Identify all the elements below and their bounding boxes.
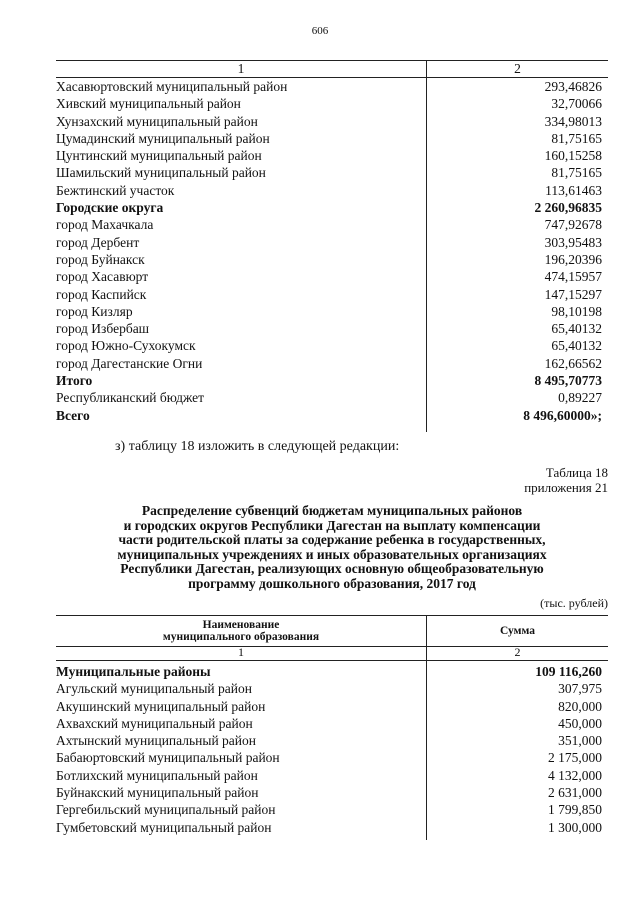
row-value: 8 495,70773 [534,373,602,389]
row-value: 450,000 [558,715,602,731]
row-value: 293,46826 [544,79,602,94]
table-row [56,251,608,268]
table-row [56,303,608,320]
title-line: и городских округов Республики Дагестан на выплату компенсации [123,517,541,533]
title-line: части родительской платы за содержание ребенка в государственных, [118,532,546,547]
row-name: город Избербаш [56,321,150,337]
table-continued [56,60,608,424]
row-name: Гумбетовский муниципальный район [56,819,272,835]
row-value: 2 631,000 [548,785,602,801]
table2-column-numbers [56,645,608,661]
table-title [56,504,608,591]
title-line: программу дошкольного образования, 2017 год [188,575,476,591]
row-name: город Дагестанские Огни [56,355,203,371]
row-name: город Каспийск [56,286,147,302]
row-name: Муниципальные районы [56,664,211,679]
table-row [56,372,608,389]
table-row [56,216,608,233]
table-number: Таблица 18 [545,465,608,480]
table-row [56,199,608,216]
row-value: 160,15258 [544,148,602,164]
column-2-number: 2 [514,61,521,76]
table-row [56,234,608,251]
column-1-number: 1 [56,645,427,660]
name-header-line: Наименование [202,619,280,631]
page-number: 606 [311,25,329,37]
row-name: Цунтинский муниципальный район [56,148,262,164]
table2 [56,663,608,836]
table2-body [56,663,608,836]
table-row [56,286,608,303]
row-value: 196,20396 [544,251,602,267]
row-name: Буйнакский муниципальный район [56,785,259,801]
row-value: 147,15297 [544,286,602,302]
row-value: 8 496,60000»; [523,407,602,423]
row-name: Акушинский муниципальный район [56,698,266,714]
table-row [56,389,608,406]
row-name: город Хасавюрт [56,269,149,285]
row-name: Городские округа [56,200,164,216]
amendment-paragraph: з) таблицу 18 изложить в следующей редакции: [115,439,400,454]
table-row [56,819,608,836]
row-name: Всего [56,407,90,423]
row-value: 81,75165 [551,165,602,181]
table-row [56,663,608,680]
row-name: Шамильский муниципальный район [56,165,266,181]
row-value: 303,95483 [544,234,602,250]
row-name: Хивский муниципальный район [56,96,241,112]
row-value: 98,10198 [551,303,602,319]
row-name: Цумадинский муниципальный район [56,130,270,146]
row-name: город Буйнакск [56,251,145,267]
row-value: 65,40132 [551,338,602,354]
row-name: Ахтынский муниципальный район [56,733,256,749]
table-body [56,78,608,424]
table-row [56,113,608,130]
title-line: Распределение субвенций бюджетам муниципальных районов [141,503,523,518]
table-row [56,732,608,749]
table2-header [56,615,608,647]
row-value: 2 260,96835 [534,200,602,216]
title-line: муниципальных учреждениях и иных образовательных организациях [117,546,547,562]
table-appendix: приложения 21 [524,480,608,495]
row-value: 113,61463 [545,182,602,198]
table-row [56,182,608,199]
column-2-number: 2 [514,645,521,659]
row-name: город Махачкала [56,217,154,233]
table-row [56,78,608,95]
table-row [56,164,608,181]
table-row [56,95,608,112]
table-row [56,767,608,784]
row-name: Ахвахский муниципальный район [56,715,253,731]
row-name: город Южно-Сухокумск [56,338,196,354]
row-value: 81,75165 [551,130,602,146]
table-row [56,698,608,715]
row-value: 2 175,000 [548,750,602,766]
row-value: 4 132,000 [548,767,602,783]
row-value: 109 116,260 [535,664,602,679]
row-value: 351,000 [558,733,602,749]
row-name: Бабаюртовский муниципальный район [56,750,280,766]
name-header-line: муниципального образования [162,631,320,643]
row-name: Агульский муниципальный район [56,681,252,697]
row-value: 334,98013 [544,113,602,129]
row-value: 747,92678 [544,217,602,233]
table-row [56,320,608,337]
row-value: 1 799,850 [548,802,602,818]
column-1-number: 1 [56,61,427,77]
row-name: Итого [56,373,93,389]
sum-column-header: Сумма [500,625,535,637]
table-row [56,147,608,164]
row-name: Бежтинский участок [56,182,175,198]
table-header [56,60,608,78]
table-row [56,268,608,285]
row-name: Хунзахский муниципальный район [56,113,258,129]
row-value: 0,89227 [558,390,602,406]
table-row [56,784,608,801]
row-name: город Дербент [56,234,140,250]
table-row [56,680,608,697]
row-name: Ботлихский муниципальный район [56,767,258,783]
row-name: Гергебильский муниципальный район [56,802,276,818]
table-label [524,465,608,495]
row-value: 474,15957 [544,269,602,285]
row-value: 820,000 [558,698,602,714]
row-value: 32,70066 [551,96,602,112]
row-name: город Кизляр [56,303,133,319]
units-note: (тыс. рублей) [540,596,608,610]
row-name: Республиканский бюджет [56,390,205,406]
table-row [56,801,608,818]
table-row [56,355,608,372]
table-row [56,130,608,147]
row-name: Хасавюртовский муниципальный район [56,79,288,94]
name-column-header [56,616,427,646]
table-row [56,407,608,424]
title-line: Республики Дагестан, реализующих основную общеобразовательную [120,561,544,576]
table-row [56,715,608,732]
row-value: 162,66562 [544,355,602,371]
table-row [56,749,608,766]
row-value: 1 300,000 [548,819,602,835]
row-value: 65,40132 [551,321,602,337]
table-row [56,337,608,354]
row-value: 307,975 [558,681,602,697]
